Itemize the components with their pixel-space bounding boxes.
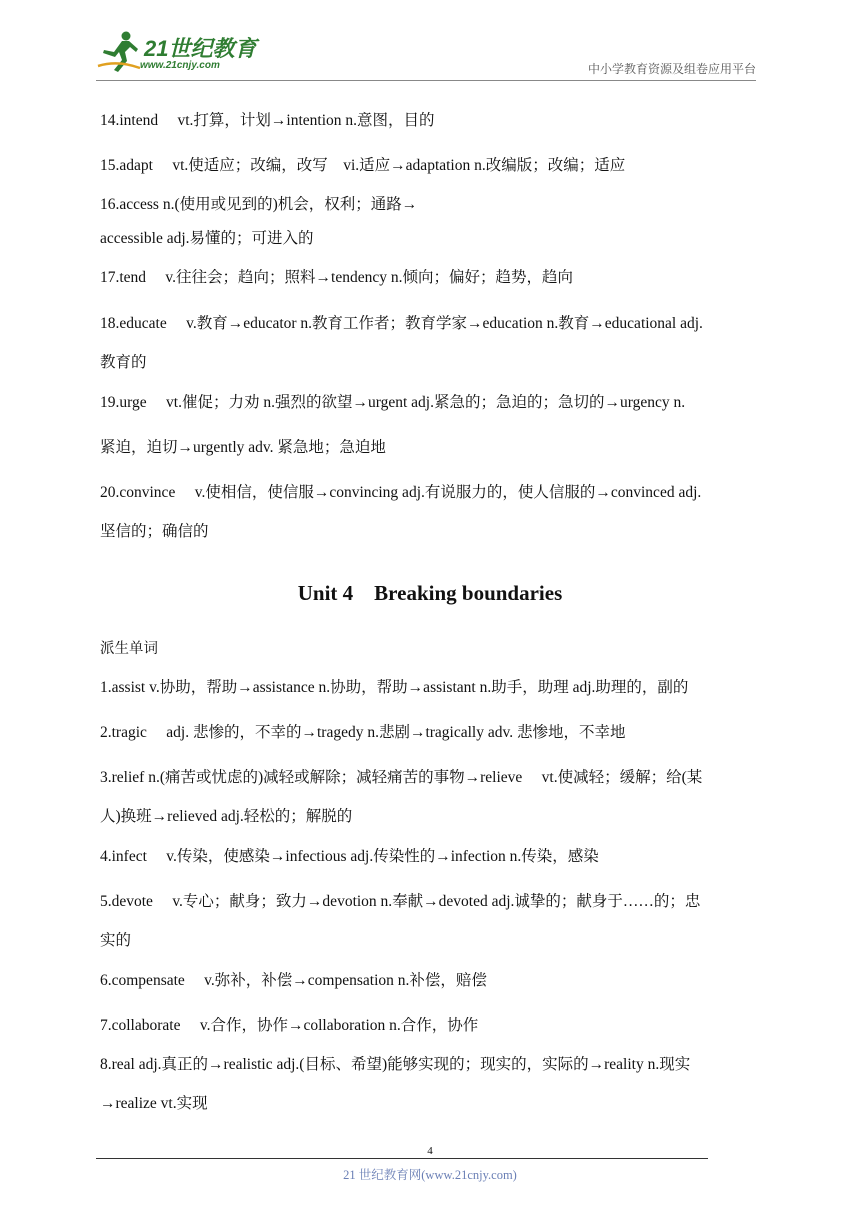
vocab-entry-20: 20.convince v.使相信，使信服→convincing adj.有说服力的，使人信服的→convinced adj. <box>100 484 702 501</box>
footer-site: 21 世纪教育网(www.21cnjy.com) <box>343 1168 517 1182</box>
vocab-entry-1: 1.assist v.协助，帮助→assistance n.协助，帮助→assistant n.助手，助理 adj.助理的，副的 <box>100 679 689 696</box>
footer-divider <box>96 1158 708 1159</box>
header-tagline: 中小学教育资源及组卷应用平台 <box>587 62 756 76</box>
unit-title: Unit 4 Breaking boundaries <box>297 581 563 605</box>
logo-url: www.21cnjy.com <box>140 60 220 71</box>
section-subhead: 派生单词 <box>100 641 158 657</box>
vocab-entry-18: 18.educate v.教育→educator n.教育工作者；教育学家→education n.教育→educational adj. <box>100 315 703 332</box>
vocab-entry-5: 5.devote v.专心；献身；致力→devotion n.奉献→devoted adj.诚挚的；献身于……的；忠 <box>100 893 701 910</box>
header-divider <box>96 80 756 81</box>
vocab-entry-6: 6.compensate v.弥补，补偿→compensation n.补偿，赔偿 <box>100 972 487 989</box>
page-header <box>0 0 860 82</box>
vocab-entry-20-cont: 坚信的；确信的 <box>100 523 209 540</box>
vocab-entry-19-cont: 紧迫，迫切→urgently adv. 紧急地；急迫地 <box>100 439 386 456</box>
vocab-entry-14: 14.intend vt.打算，计划→intention n.意图，目的 <box>100 112 435 129</box>
vocab-entry-16: 16.access n.(使用或见到的)机会，权利；通路→ <box>100 196 418 213</box>
vocab-entry-3-cont: 人)换班→relieved adj.轻松的；解脱的 <box>100 808 353 825</box>
vocab-entry-7: 7.collaborate v.合作，协作→collaboration n.合作，协作 <box>100 1017 479 1034</box>
vocab-entry-2: 2.tragic adj. 悲惨的，不幸的→tragedy n.悲剧→tragically adv. 悲惨地，不幸地 <box>100 724 626 741</box>
vocab-entry-8-cont: →realize vt.实现 <box>100 1095 208 1112</box>
vocab-entry-3: 3.relief n.(痛苦或忧虑的)减轻或解除；减轻痛苦的事物→relieve vt.使减轻；缓解；给(某 <box>100 769 703 786</box>
site-logo <box>96 30 266 76</box>
vocab-entry-18-cont: 教育的 <box>100 354 147 371</box>
vocab-entry-16-cont: accessible adj.易懂的；可进入的 <box>100 230 314 247</box>
vocab-entry-8: 8.real adj.真正的→realistic adj.(目标、希望)能够实现的；现实的，实际的→reality n.现实 <box>100 1056 691 1073</box>
vocab-entry-5-cont: 实的 <box>100 932 132 949</box>
vocab-entry-15: 15.adapt vt.使适应；改编，改写 vi.适应→adaptation n.改编版；改编；适应 <box>100 157 626 174</box>
logo-wordmark: 21世纪教育 <box>144 36 257 61</box>
vocab-entry-17: 17.tend v.往往会；趋向；照料→tendency n.倾向；偏好；趋势，趋向 <box>100 269 574 286</box>
vocab-entry-4: 4.infect v.传染，使感染→infectious adj.传染性的→infection n.传染，感染 <box>100 848 599 865</box>
page-number: 4 <box>427 1145 433 1157</box>
runner-icon <box>96 30 142 74</box>
vocab-entry-19: 19.urge vt.催促；力劝 n.强烈的欲望→urgent adj.紧急的；急迫的；急切的→urgency n. <box>100 394 686 411</box>
